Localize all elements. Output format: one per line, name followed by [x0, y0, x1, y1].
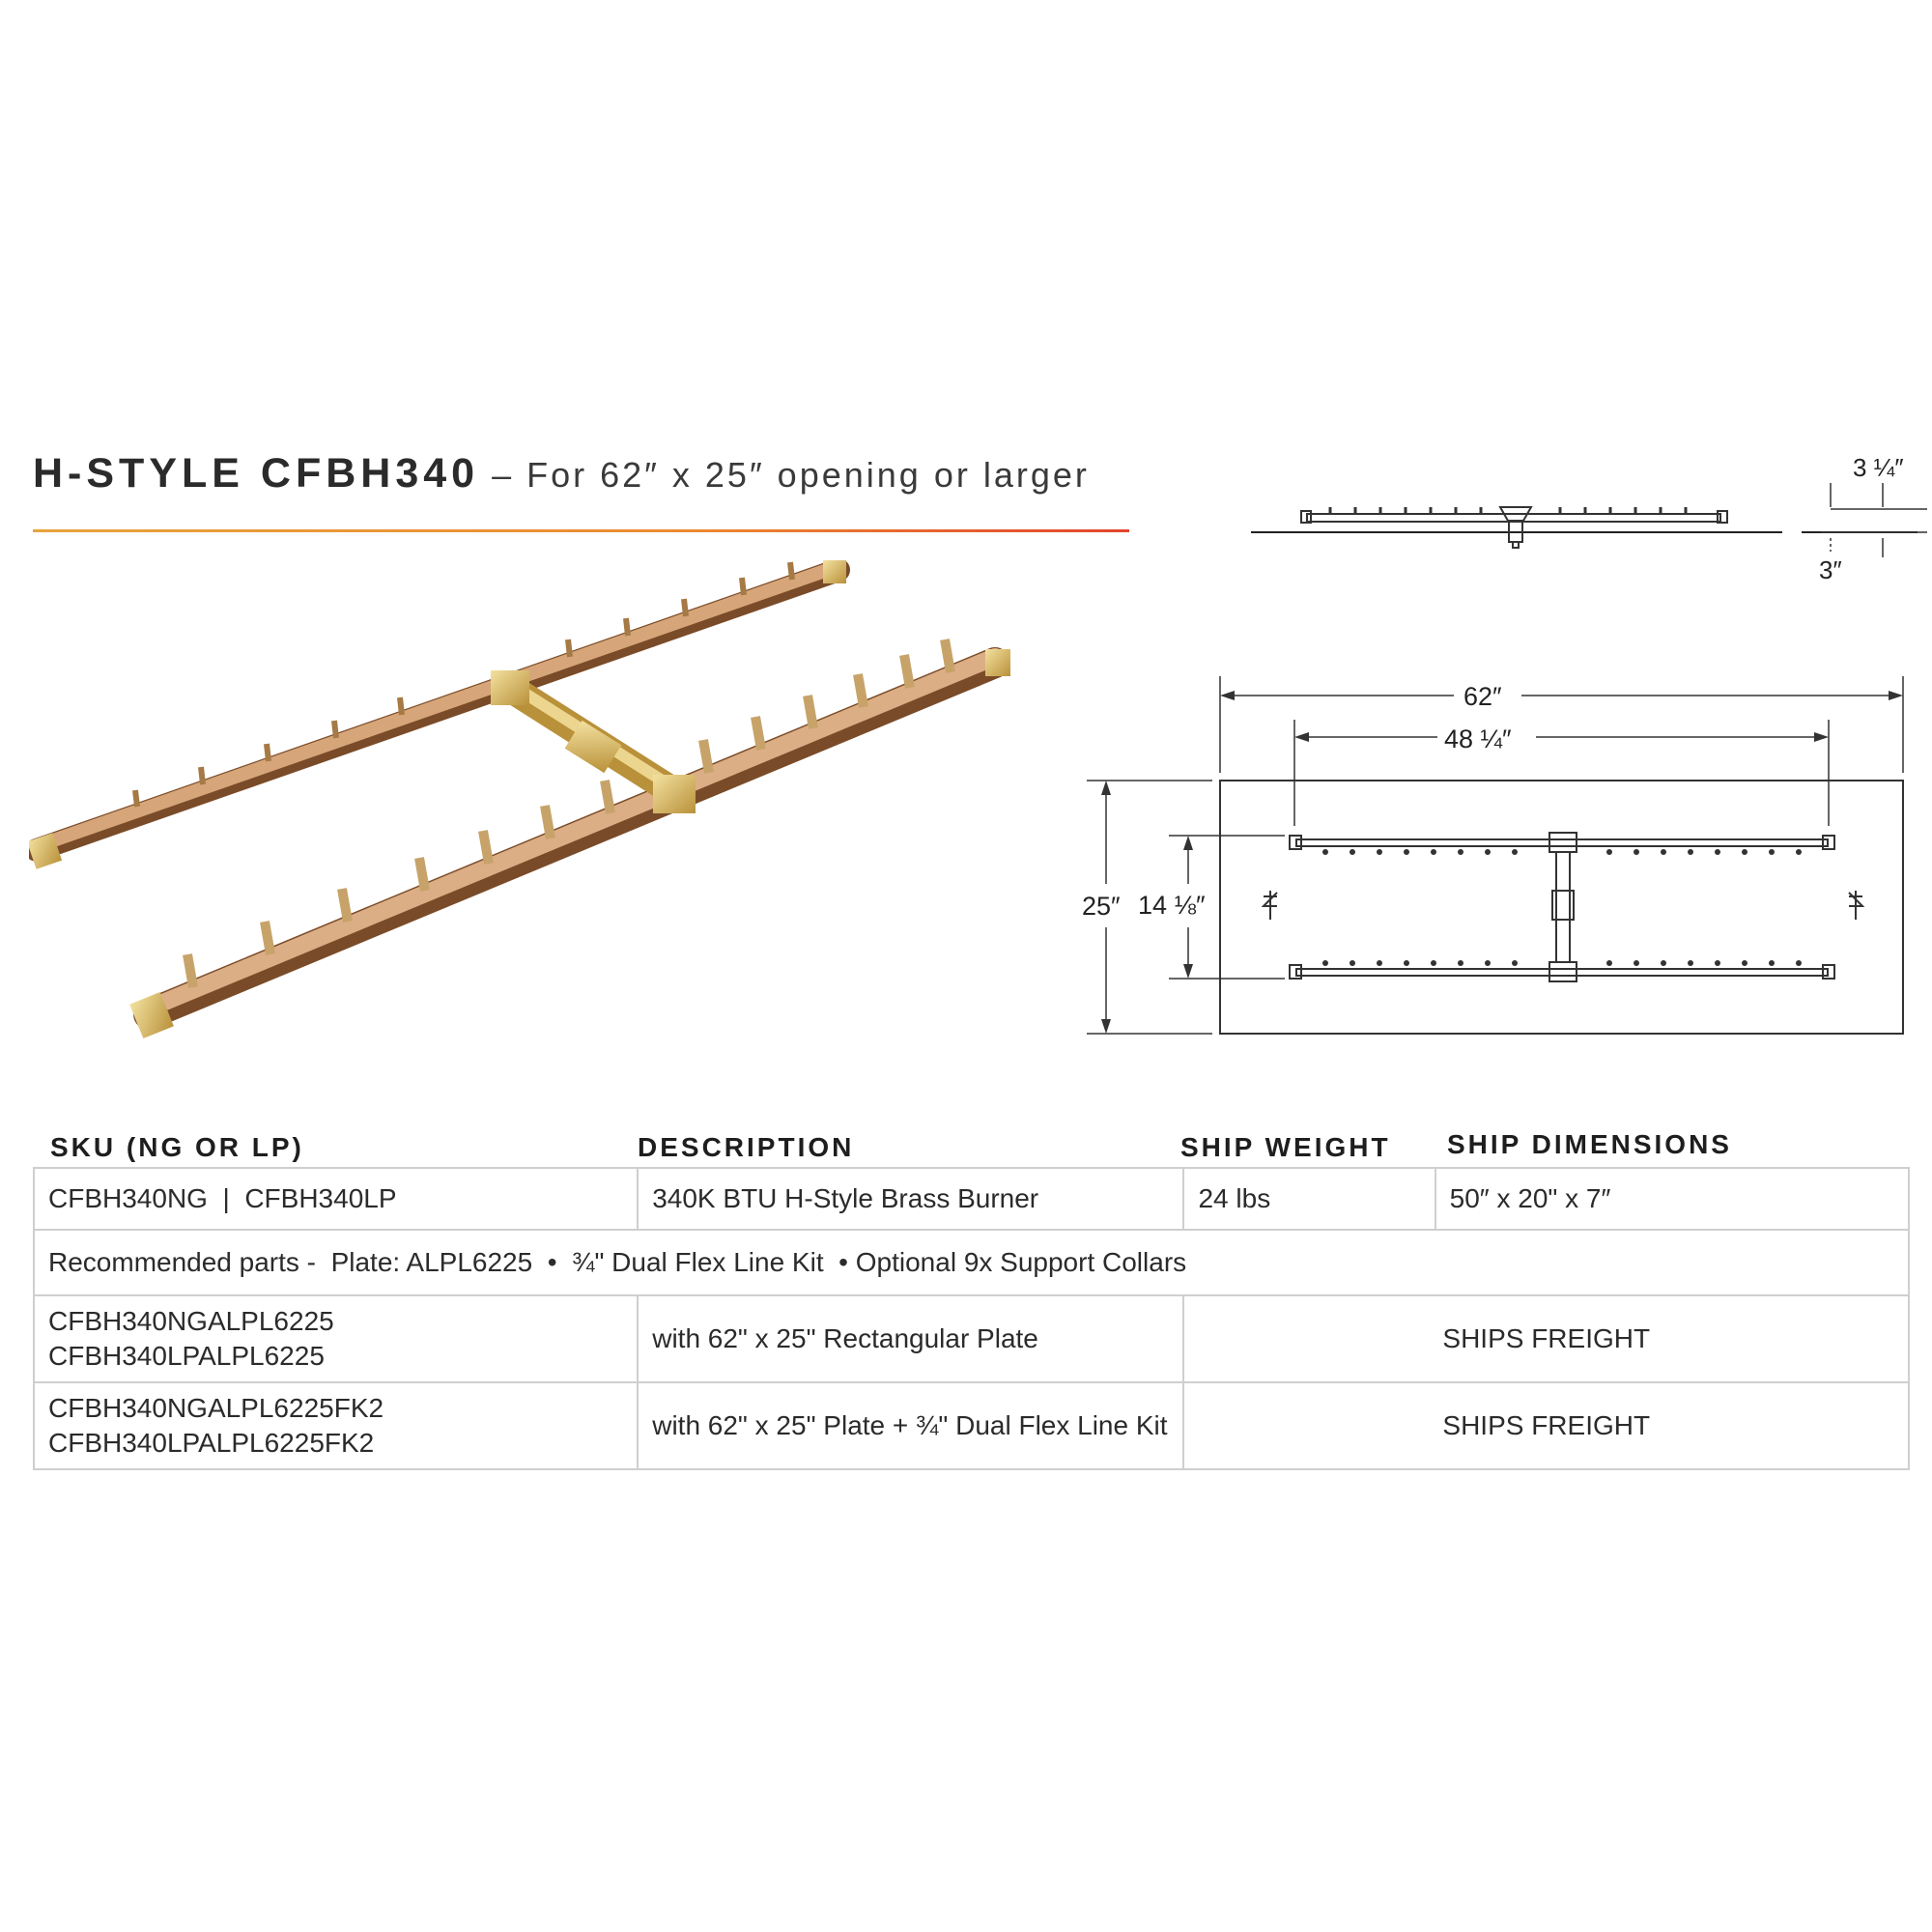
sku-lp: CFBH340LPALPL6225 — [48, 1341, 325, 1371]
weight-cell: 24 lbs — [1183, 1168, 1435, 1230]
sku-lp: CFBH340LPALPL6225FK2 — [48, 1428, 375, 1458]
table-row — [34, 1230, 1909, 1295]
side-dim-bottom: 3″ — [1819, 555, 1842, 584]
recommended-parts: Recommended parts - Plate: ALPL6225 • ¾" Dual Flex Line Kit • Optional 9x Support Collars — [34, 1230, 1909, 1295]
dimensions-cell: 50″ x 20" x 7″ — [1435, 1168, 1909, 1230]
sku-ng: CFBH340NGALPL6225 — [48, 1306, 334, 1336]
page-title — [33, 450, 1134, 508]
top-view-diagram — [1072, 667, 1932, 1043]
dim-spacing: 14 ⅛″ — [1138, 891, 1206, 920]
sku-cell — [34, 1295, 638, 1382]
description-cell: 340K BTU H-Style Brass Burner — [638, 1168, 1183, 1230]
dim-width: 62″ — [1463, 682, 1502, 711]
table-row — [34, 1382, 1909, 1469]
table-row — [34, 1295, 1909, 1382]
table-row — [34, 1168, 1909, 1230]
sku-cell: CFBH340NG | CFBH340LP — [34, 1168, 638, 1230]
column-header-sku: SKU (NG OR LP) — [50, 1132, 304, 1162]
dim-height: 25″ — [1082, 892, 1121, 921]
side-dim-top: 3 ¼″ — [1853, 453, 1904, 482]
sku-cell — [34, 1382, 638, 1469]
dim-inner: 48 ¼″ — [1444, 724, 1512, 753]
side-view-diagram — [1241, 440, 1932, 584]
description-cell: with 62" x 25" Plate + ¾" Dual Flex Line Kit — [638, 1382, 1183, 1469]
shipping-cell: SHIPS FREIGHT — [1183, 1382, 1909, 1469]
burner-photo — [29, 560, 1024, 1082]
spec-table — [33, 1167, 1910, 1470]
column-header-ship-dimensions: SHIP DIMENSIONS — [1447, 1129, 1732, 1159]
shipping-cell: SHIPS FREIGHT — [1183, 1295, 1909, 1382]
title-main: H-STYLE CFBH340 — [33, 450, 480, 497]
column-header-ship-weight: SHIP WEIGHT — [1180, 1132, 1391, 1162]
column-header-description: DESCRIPTION — [638, 1132, 855, 1162]
sku-ng: CFBH340NGALPL6225FK2 — [48, 1393, 384, 1423]
title-underline — [33, 529, 1129, 532]
description-cell: with 62" x 25" Rectangular Plate — [638, 1295, 1183, 1382]
title-sub: – For 62″ x 25″ opening or larger — [479, 455, 1090, 495]
